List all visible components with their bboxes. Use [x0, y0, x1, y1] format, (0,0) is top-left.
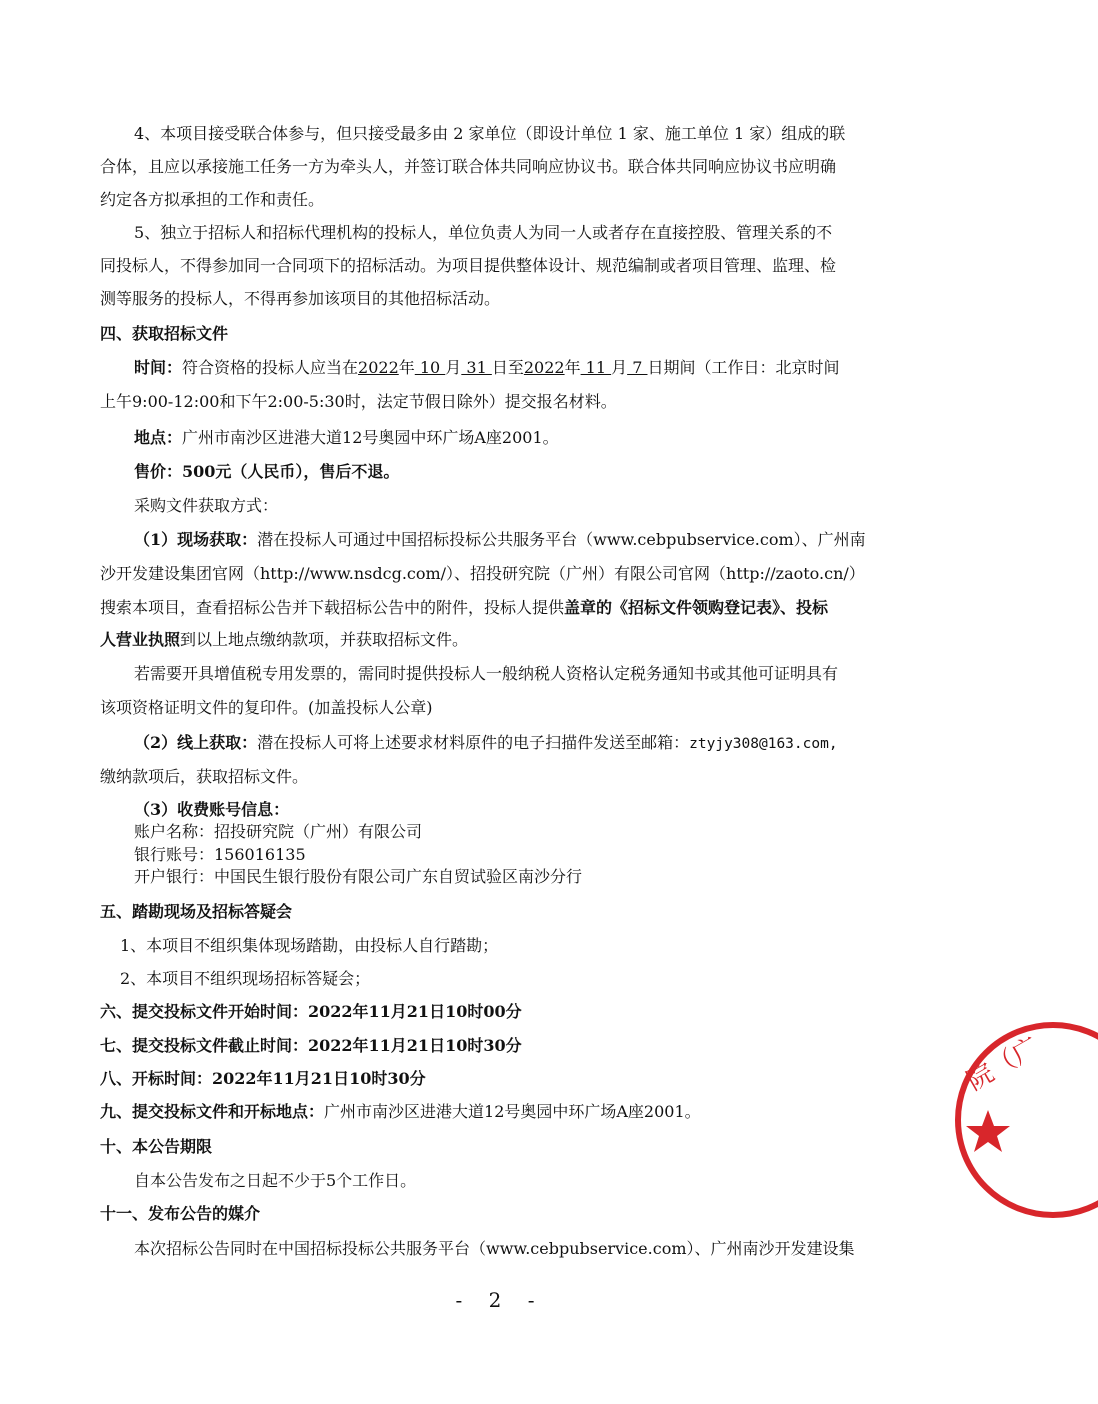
section6: 六、提交投标文件开始时间：2022年11月21日10时00分 [100, 1002, 522, 1021]
price-line: 售价：500元（人民币），售后不退。 [134, 462, 400, 481]
email-address: ztyjy308@163.com, [689, 736, 838, 752]
unit-month-1: 月 [445, 358, 462, 377]
section4-title: 四、获取招标文件 [100, 324, 229, 343]
start-year: 2022 [358, 358, 399, 377]
online-line1 [134, 733, 838, 754]
section10-line1: 自本公告发布之日起不少于5个工作日。 [134, 1171, 417, 1190]
seal-star [966, 1110, 1010, 1152]
method-title: 采购文件获取方式： [134, 496, 279, 515]
online-line2: 缴纳款项后，获取招标文件。 [100, 767, 309, 786]
vat-line1: 若需要开具增值税专用发票的，需同时提供投标人一般纳税人资格认定税务通知书或其他可证明具有 [134, 664, 839, 683]
online-label: （2）线上获取： [134, 733, 258, 752]
onsite-line2: 沙开发建设集团官网（http://www.nsdcg.com/）、招投研究院（广州）有限公司官网（http://zaoto.cn/） [100, 564, 865, 583]
section8: 八、开标时间：2022年11月21日10时30分 [100, 1069, 426, 1088]
place-line [134, 428, 559, 448]
time-line2: 上午9:00-12:00和下午2:00-5:30时，法定节假日除外）提交报名材料。 [100, 392, 617, 411]
onsite-text3a: 搜索本项目，查看招标公告并下载招标公告中的附件，投标人提供 [100, 598, 565, 617]
section11-title: 十一、发布公告的媒介 [100, 1204, 261, 1223]
start-month: 10 [414, 358, 446, 377]
unit-day-to: 日至 [491, 358, 524, 377]
onsite-text4b: 到以上地点缴纳款项，并获取招标文件。 [180, 630, 469, 649]
online-text1: 潜在投标人可将上述要求材料原件的电子扫描件发送至邮箱： [257, 733, 690, 752]
section5-line2: 2、本项目不组织现场招标答疑会； [120, 969, 371, 988]
end-month: 11 [580, 358, 612, 377]
section9-title: 九、提交投标文件和开标地点： [100, 1102, 325, 1121]
item5-line3: 测等服务的投标人，不得再参加该项目的其他招标活动。 [100, 289, 501, 308]
time-line1 [134, 358, 840, 378]
section5-line1: 1、本项目不组织集体现场踏勘，由投标人自行踏勘； [120, 936, 499, 955]
place-label: 地点： [134, 428, 183, 447]
account-name: 账户名称：招投研究院（广州）有限公司 [134, 822, 423, 841]
place-value: 广州市南沙区进港大道12号奥园中环广场A座2001。 [182, 428, 559, 447]
end-day: 7 [627, 358, 648, 377]
seal-text: 院（广 [961, 1031, 1045, 1097]
start-day: 31 [461, 358, 492, 377]
onsite-label: （1）现场获取： [134, 530, 258, 549]
page-number: - 2 - [455, 1288, 545, 1312]
onsite-text1: 潜在投标人可通过中国招标投标公共服务平台（www.cebpubservice.com）、广州南 [257, 530, 866, 549]
unit-month-2: 月 [611, 358, 628, 377]
item4-line3: 约定各方拟承担的工作和责任。 [100, 190, 325, 209]
section10-title: 十、本公告期限 [100, 1137, 213, 1156]
time-text-a: 符合资格的投标人应当在 [182, 358, 359, 377]
item4-line1: 4、本项目接受联合体参与，但只接受最多由 2 家单位（即设计单位 1 家、施工单位 1 家）组成的联 [134, 124, 846, 143]
account-number: 银行账号：156016135 [134, 845, 306, 864]
end-year: 2022 [523, 358, 565, 377]
section9-value: 广州市南沙区进港大道12号奥园中环广场A座2001。 [324, 1102, 701, 1121]
vat-line2: 该项资格证明文件的复印件。(加盖投标人公章) [100, 698, 433, 717]
unit-year-2: 年 [564, 358, 581, 377]
item5-line1: 5、独立于招标人和招标代理机构的投标人，单位负责人为同一人或者存在直接控股、管理关系的不 [134, 223, 833, 242]
section7: 七、提交投标文件截止时间：2022年11月21日10时30分 [100, 1036, 522, 1055]
onsite-line3 [100, 598, 828, 618]
onsite-text4a: 人营业执照 [100, 630, 181, 649]
section5-title: 五、踏勘现场及招标答疑会 [100, 902, 293, 921]
onsite-text3b: 盖章的《招标文件领购登记表》、投标 [564, 598, 829, 617]
account-title: （3）收费账号信息： [134, 800, 290, 819]
time-text-b: 日期间（工作日：北京时间 [647, 358, 840, 377]
onsite-line1 [134, 530, 866, 550]
onsite-line4 [100, 630, 468, 650]
section11-line1: 本次招标公告同时在中国招标投标公共服务平台（www.cebpubservice.com）、广州南沙开发建设集 [134, 1239, 855, 1258]
account-bank: 开户银行：中国民生银行股份有限公司广东自贸试验区南沙分行 [134, 867, 583, 886]
company-seal-stamp [948, 1010, 1098, 1230]
time-label: 时间： [134, 358, 183, 377]
item4-line2: 合体，且应以承接施工任务一方为牵头人，并签订联合体共同响应协议书。联合体共同响应协议书应明确 [100, 157, 837, 176]
section9 [100, 1102, 701, 1122]
item5-line2: 同投标人，不得参加同一合同项下的招标活动。为项目提供整体设计、规范编制或者项目管理、监理、检 [100, 256, 837, 275]
unit-year-1: 年 [398, 358, 415, 377]
